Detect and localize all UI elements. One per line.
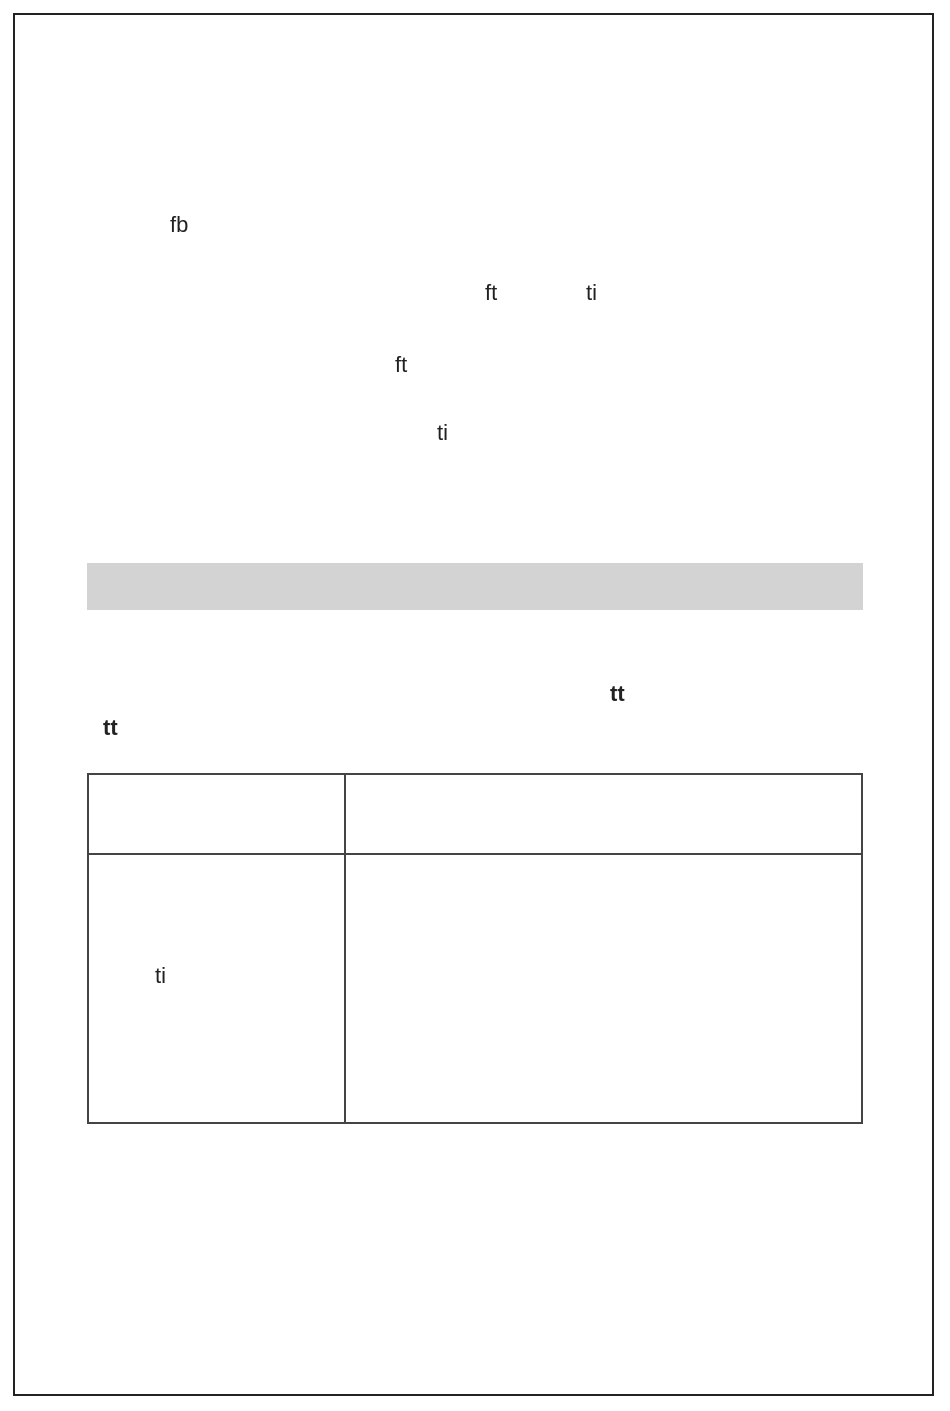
bold-text-fragment-tt: tt [103, 715, 118, 740]
text-fragment-ti: ti [437, 420, 448, 445]
page-border [13, 13, 934, 1396]
bold-text-fragment-tt: tt [610, 681, 625, 706]
section-header-bar [87, 563, 863, 610]
text-fragment-fb: fb [170, 212, 189, 237]
text-fragment-ft: ft [395, 352, 408, 377]
table-cell-row1-col1: ti [155, 963, 166, 988]
text-fragment-ft: ft [485, 280, 498, 305]
table-column-divider [344, 775, 346, 1122]
text-fragment-ti: ti [586, 280, 597, 305]
table-row-divider [89, 853, 861, 855]
info-table [87, 773, 863, 1124]
